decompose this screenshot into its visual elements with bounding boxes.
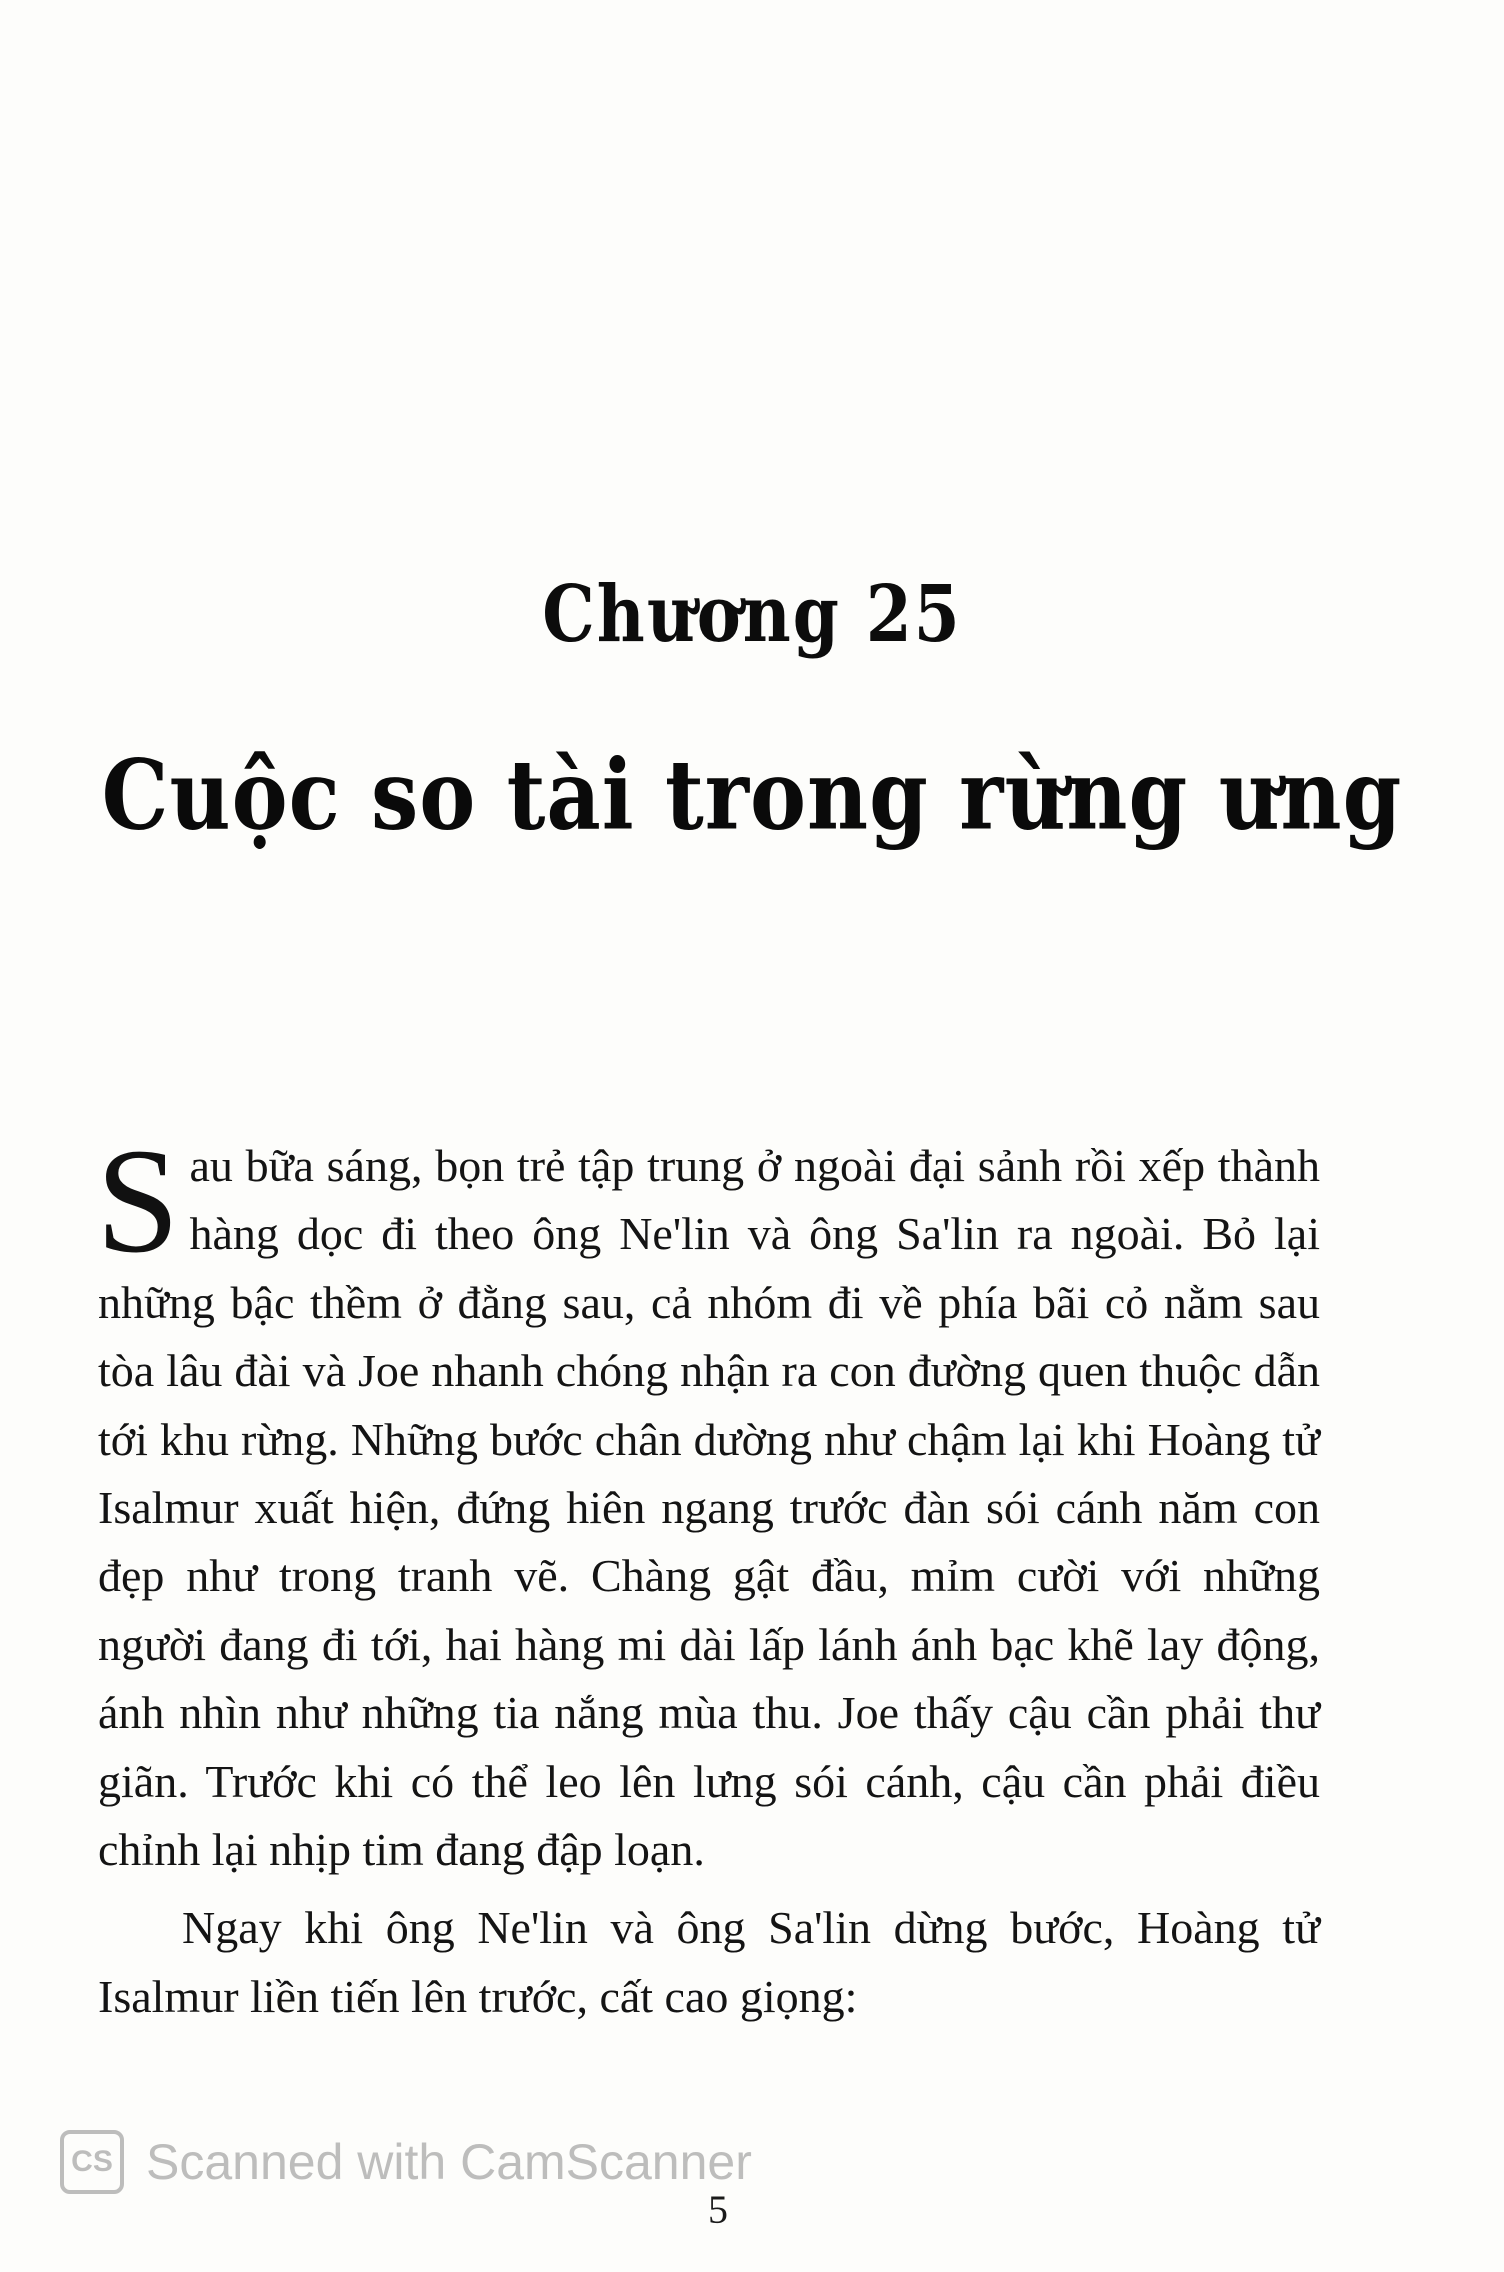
paragraph-2: Ngay khi ông Ne'lin và ông Sa'lin dừng bước, Hoàng tử Isalmur liền tiến lên trước, cất cao giọng: [98,1902,1320,2022]
watermark-text: Scanned with CamScanner [146,2134,752,2190]
body-text [96,1118,1320,2031]
drop-cap: S [96,1118,180,1284]
paragraph-1-text: au bữa sáng, bọn trẻ tập trung ở ngoài đại sảnh rồi xếp thành hàng dọc đi theo ông Ne'lin và ông Sa'lin ra ngoài. Bỏ lại những bậc thềm ở đằng sau, cả nhóm đi về phía bãi cỏ nằm sau tòa lâu đài và Joe nhanh chóng nhận ra con đường quen thuộc dẫn tới khu rừng. Những bước chân dường như chậm lại khi Hoàng tử Isalmur xuất hiện, đứng hiên ngang trước đàn sói cánh năm con đẹp như trong tranh vẽ. Chàng gật đầu, mỉm cười với những người đang đi tới, hai hàng mi dài lấp lánh ánh bạc khẽ lay động, ánh nhìn như những tia nắng mùa thu. Joe thấy cậu cần phải thư giãn. Trước khi có thể leo lên lưng sói cánh, cậu cần phải điều chỉnh lại nhịp tim đang đập loạn. [98,1140,1320,1876]
chapter-title: Cuộc so tài trong rừng ưng [101,737,1403,852]
page-number: 5 [708,2187,728,2232]
camscanner-logo-icon: CS [60,2130,124,2194]
paragraph-1 [96,1118,1320,1884]
camscanner-watermark [60,2126,752,2198]
chapter-number: Chương 25 [542,567,962,661]
